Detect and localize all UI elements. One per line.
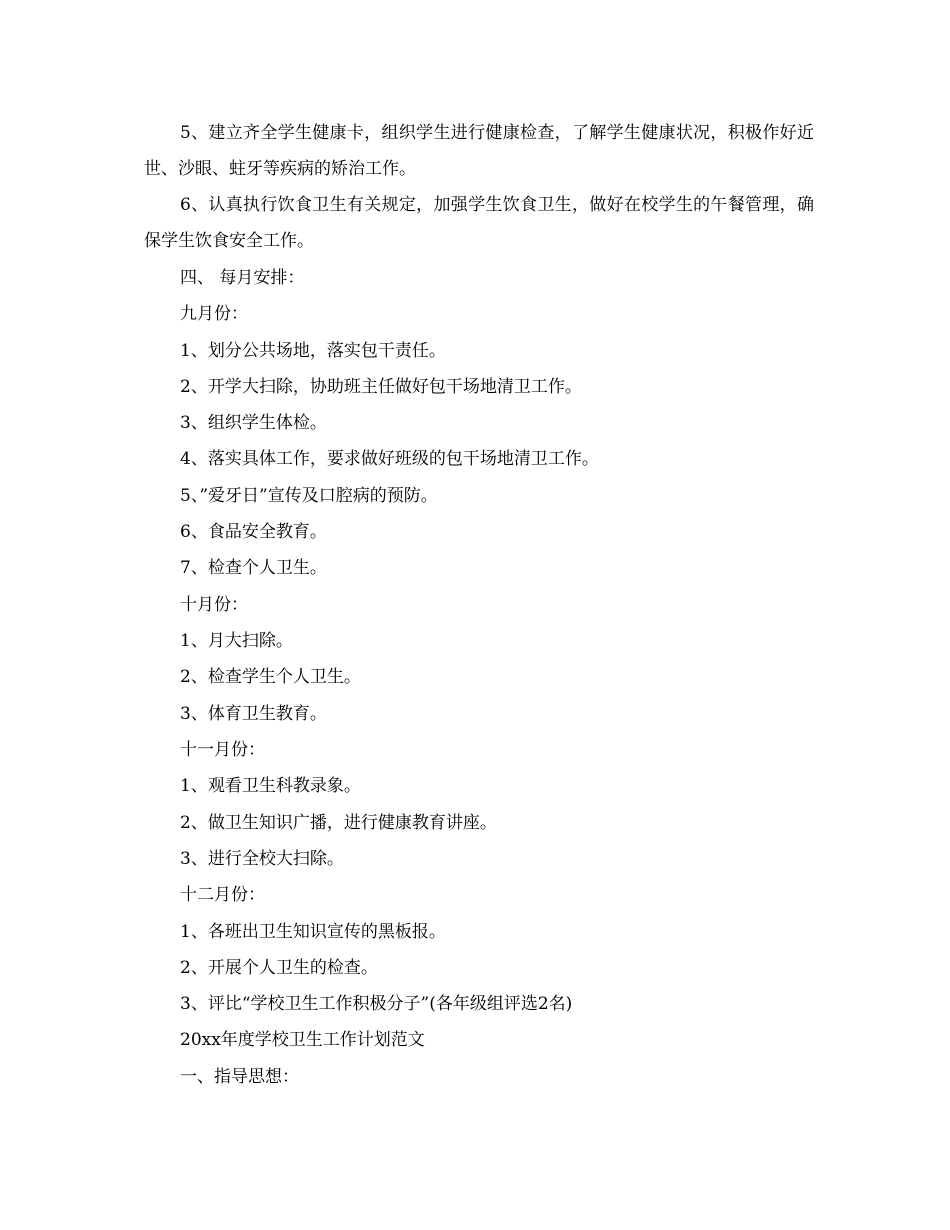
list-item: 1、观看卫生科教录象。 (180, 776, 361, 796)
list-item: 2、做卫生知识广播，进行健康教育讲座。 (180, 813, 497, 833)
document-subtitle: 20xx年度学校卫生工作计划范文 (180, 1030, 425, 1050)
list-item: 1、各班出卫生知识宣传的黑板报。 (180, 922, 446, 942)
list-item: 4、落实具体工作，要求做好班级的包干场地清卫工作。 (180, 449, 599, 469)
list-item: 2、开学大扫除，协助班主任做好包干场地清卫工作。 (180, 377, 582, 397)
month-heading-december: 十二月份： (180, 885, 265, 905)
list-item: 7、检查个人卫生。 (180, 558, 327, 578)
month-heading-november: 十一月份： (180, 740, 265, 760)
list-item: 1、月大扫除。 (180, 631, 293, 651)
section-heading-guiding-thought: 一、指导思想： (180, 1067, 299, 1087)
list-item: 1、划分公共场地，落实包干责任。 (180, 341, 446, 361)
month-heading-september: 九月份： (180, 304, 248, 324)
list-item: 2、检查学生个人卫生。 (180, 667, 361, 687)
list-item: 3、体育卫生教育。 (180, 704, 327, 724)
section-heading-monthly-plan: 四、 每月安排： (180, 268, 305, 288)
list-item: 3、进行全校大扫除。 (180, 849, 344, 869)
list-item: 6、食品安全教育。 (180, 522, 327, 542)
list-item: 5、”爱牙日”宣传及口腔病的预防。 (180, 486, 438, 506)
paragraph-food-hygiene: 6、认真执行饮食卫生有关规定，加强学生饮食卫生，做好在校学生的午餐管理，确保学生饮食安全工作。 (144, 195, 814, 251)
list-item: 3、组织学生体检。 (180, 413, 327, 433)
paragraph-health-card: 5、建立齐全学生健康卡，组织学生进行健康检查，了解学生健康状况，积极作好近世、沙眼、蛀牙等疾病的矫治工作。 (144, 123, 814, 179)
list-item: 3、评比“学校卫生工作积极分子”(各年级组评选2名) (180, 994, 573, 1014)
list-item: 2、开展个人卫生的检查。 (180, 958, 378, 978)
month-heading-october: 十月份： (180, 595, 248, 615)
